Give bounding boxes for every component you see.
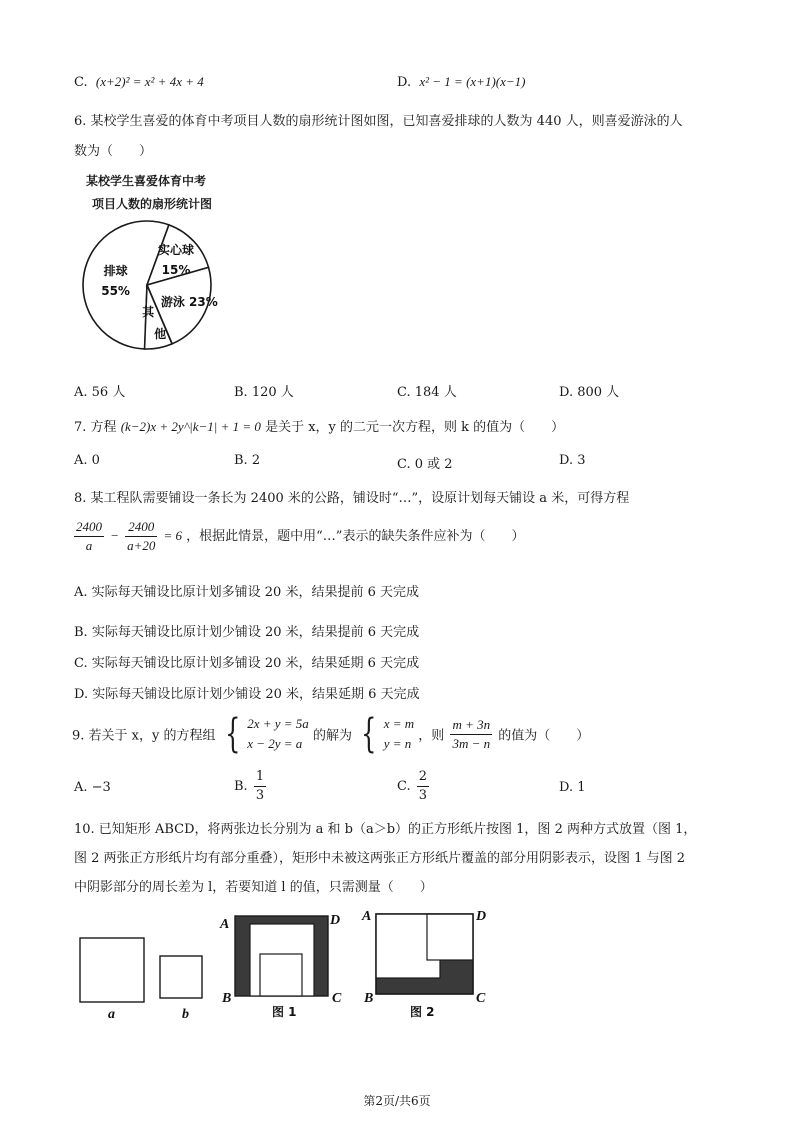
q8-option-a: A. 实际每天铺设比原计划多铺设 20 米，结果提前 6 天完成 bbox=[74, 585, 419, 600]
q6-option-b: B. 120 人 bbox=[234, 385, 294, 400]
svg-text:C: C bbox=[476, 991, 486, 1006]
q9-fraction: $\frac{m + 3n}{3m - n}$ bbox=[452, 716, 491, 751]
q9-option-b-fraction: $\frac{1}{3}$ bbox=[255, 769, 265, 803]
q6-text-line1: 6. 某校学生喜爱的体育中考项目人数的扇形统计图如图，已知喜爱排球的人数为 440 人，则喜爱游泳的人 bbox=[74, 114, 683, 129]
q8-fraction-2: $\frac{2400}{a+20}$ bbox=[127, 519, 156, 553]
q10-text-line1: 10. 已知矩形 ABCD，将两张边长分别为 a 和 b（a＞b）的正方形纸片按图 1，图 2 两种方式放置（图 1， bbox=[74, 822, 697, 837]
q9-option-d: D. 1 bbox=[559, 780, 586, 795]
q9-solution-system: x = m y = n bbox=[383, 716, 415, 751]
label-b: b bbox=[182, 1007, 189, 1022]
q9-suffix: 的值为（ ） bbox=[498, 728, 590, 744]
q8-text-line2: ，根据此情景，题中用“…”表示的缺失条件应补为（ ） bbox=[186, 529, 525, 544]
q9-equation-system: 2x + y = 5a x − 2y = a bbox=[247, 716, 309, 751]
q6-option-d: D. 800 人 bbox=[559, 385, 620, 400]
q8-equals: = 6 bbox=[163, 528, 183, 543]
q6-option-a: A. 56 人 bbox=[74, 385, 126, 400]
q7-option-d: D. 3 bbox=[559, 453, 586, 468]
caption-figure-2: 图 2 bbox=[410, 1005, 435, 1019]
pie-label: 实心球 bbox=[158, 242, 195, 257]
option-letter: C. bbox=[74, 75, 88, 90]
page-footer: 第2页/共6页 bbox=[363, 1094, 431, 1108]
q9-option-a: A. −3 bbox=[74, 780, 111, 795]
svg-text:C: C bbox=[332, 991, 342, 1006]
q7-option-c: C. 0 或 2 bbox=[397, 457, 453, 472]
chart-title-line2: 项目人数的扇形统计图 bbox=[92, 197, 213, 211]
chart-title-line1: 某校学生喜爱体育中考 bbox=[86, 174, 207, 188]
q5-c-expression: (x+2)² = x² + 4x + 4 bbox=[95, 74, 204, 89]
fig2-square-b bbox=[427, 914, 473, 960]
option-letter: D. bbox=[397, 75, 412, 90]
square-b bbox=[160, 956, 202, 998]
q9-option-c: C. $\frac{2}{3}$ bbox=[397, 769, 428, 803]
svg-text:D: D bbox=[330, 913, 341, 928]
svg-text:B: B bbox=[222, 991, 232, 1006]
q8-fraction-1: $\frac{2400}{a}$ bbox=[76, 519, 102, 553]
q9-mid: 的解为 bbox=[312, 728, 352, 744]
q9-option-b: B. $\frac{1}{3}$ bbox=[234, 769, 265, 803]
q9-option-c-fraction: $\frac{2}{3}$ bbox=[418, 769, 428, 803]
pie-label: 他 bbox=[154, 327, 167, 342]
pie-label: 排球 bbox=[103, 263, 128, 278]
q6-option-c: C. 184 人 bbox=[397, 385, 457, 400]
q7-text bbox=[74, 416, 564, 435]
left-brace: { bbox=[224, 711, 240, 757]
q7-prefix: 7. 方程 bbox=[74, 420, 117, 435]
q9-text bbox=[72, 711, 590, 757]
q10-figures bbox=[72, 906, 512, 1026]
svg-text:A: A bbox=[220, 917, 230, 932]
q5-option-d bbox=[397, 74, 525, 90]
svg-text:B: B bbox=[364, 991, 374, 1006]
pie-chart bbox=[72, 210, 222, 360]
q10-text-line3: 中阴影部分的周长差为 l，若要知道 l 的值，只需测量（ ） bbox=[74, 880, 433, 895]
q9-then: ，则 bbox=[418, 728, 445, 744]
q5-option-c bbox=[74, 74, 204, 90]
q10-text-line2: 图 2 两张正方形纸片均有部分重叠），矩形中未被这两张正方形纸片覆盖的部分用阴影表示，设图 1 与图 2 bbox=[74, 851, 685, 866]
q7-suffix: 是关于 x，y 的二元一次方程，则 k 的值为（ ） bbox=[265, 420, 565, 435]
q7-option-b: B. 2 bbox=[234, 453, 261, 468]
pie-label: 其 bbox=[142, 305, 155, 320]
q8-text-line1: 8. 某工程队需要铺设一条长为 2400 米的公路，铺设时“…”，设原计划每天铺设 a 米，可得方程 bbox=[74, 491, 630, 506]
pie-label: 游泳 23% bbox=[160, 295, 218, 310]
q8-option-c: C. 实际每天铺设比原计划多铺设 20 米，结果延期 6 天完成 bbox=[74, 656, 420, 671]
figure-2 bbox=[361, 909, 486, 1019]
left-brace: { bbox=[361, 711, 377, 757]
q6-text-line2: 数为（ ） bbox=[74, 144, 153, 159]
q8-option-d: D. 实际每天铺设比原计划少铺设 20 米，结果延期 6 天完成 bbox=[74, 687, 420, 702]
pie-value-label: 15% bbox=[161, 262, 191, 277]
svg-text:D: D bbox=[476, 909, 487, 924]
svg-text:A: A bbox=[362, 909, 372, 924]
pie-value-label: 55% bbox=[101, 283, 130, 298]
figure-1 bbox=[219, 913, 342, 1019]
label-a: a bbox=[108, 1007, 115, 1022]
q7-option-a: A. 0 bbox=[74, 453, 100, 468]
q7-expression: (k−2)x + 2y^|k−1| + 1 = 0 bbox=[120, 419, 261, 434]
q8-equation-line bbox=[72, 518, 524, 555]
q8-option-b: B. 实际每天铺设比原计划少铺设 20 米，结果提前 6 天完成 bbox=[74, 625, 420, 640]
q8-minus: − bbox=[110, 528, 119, 543]
fig1-square-b bbox=[260, 954, 302, 996]
caption-figure-1: 图 1 bbox=[272, 1005, 297, 1019]
q5-d-expression: x² − 1 = (x+1)(x−1) bbox=[419, 74, 526, 89]
square-a bbox=[80, 938, 144, 1002]
q9-prefix: 9. 若关于 x，y 的方程组 bbox=[72, 728, 216, 744]
